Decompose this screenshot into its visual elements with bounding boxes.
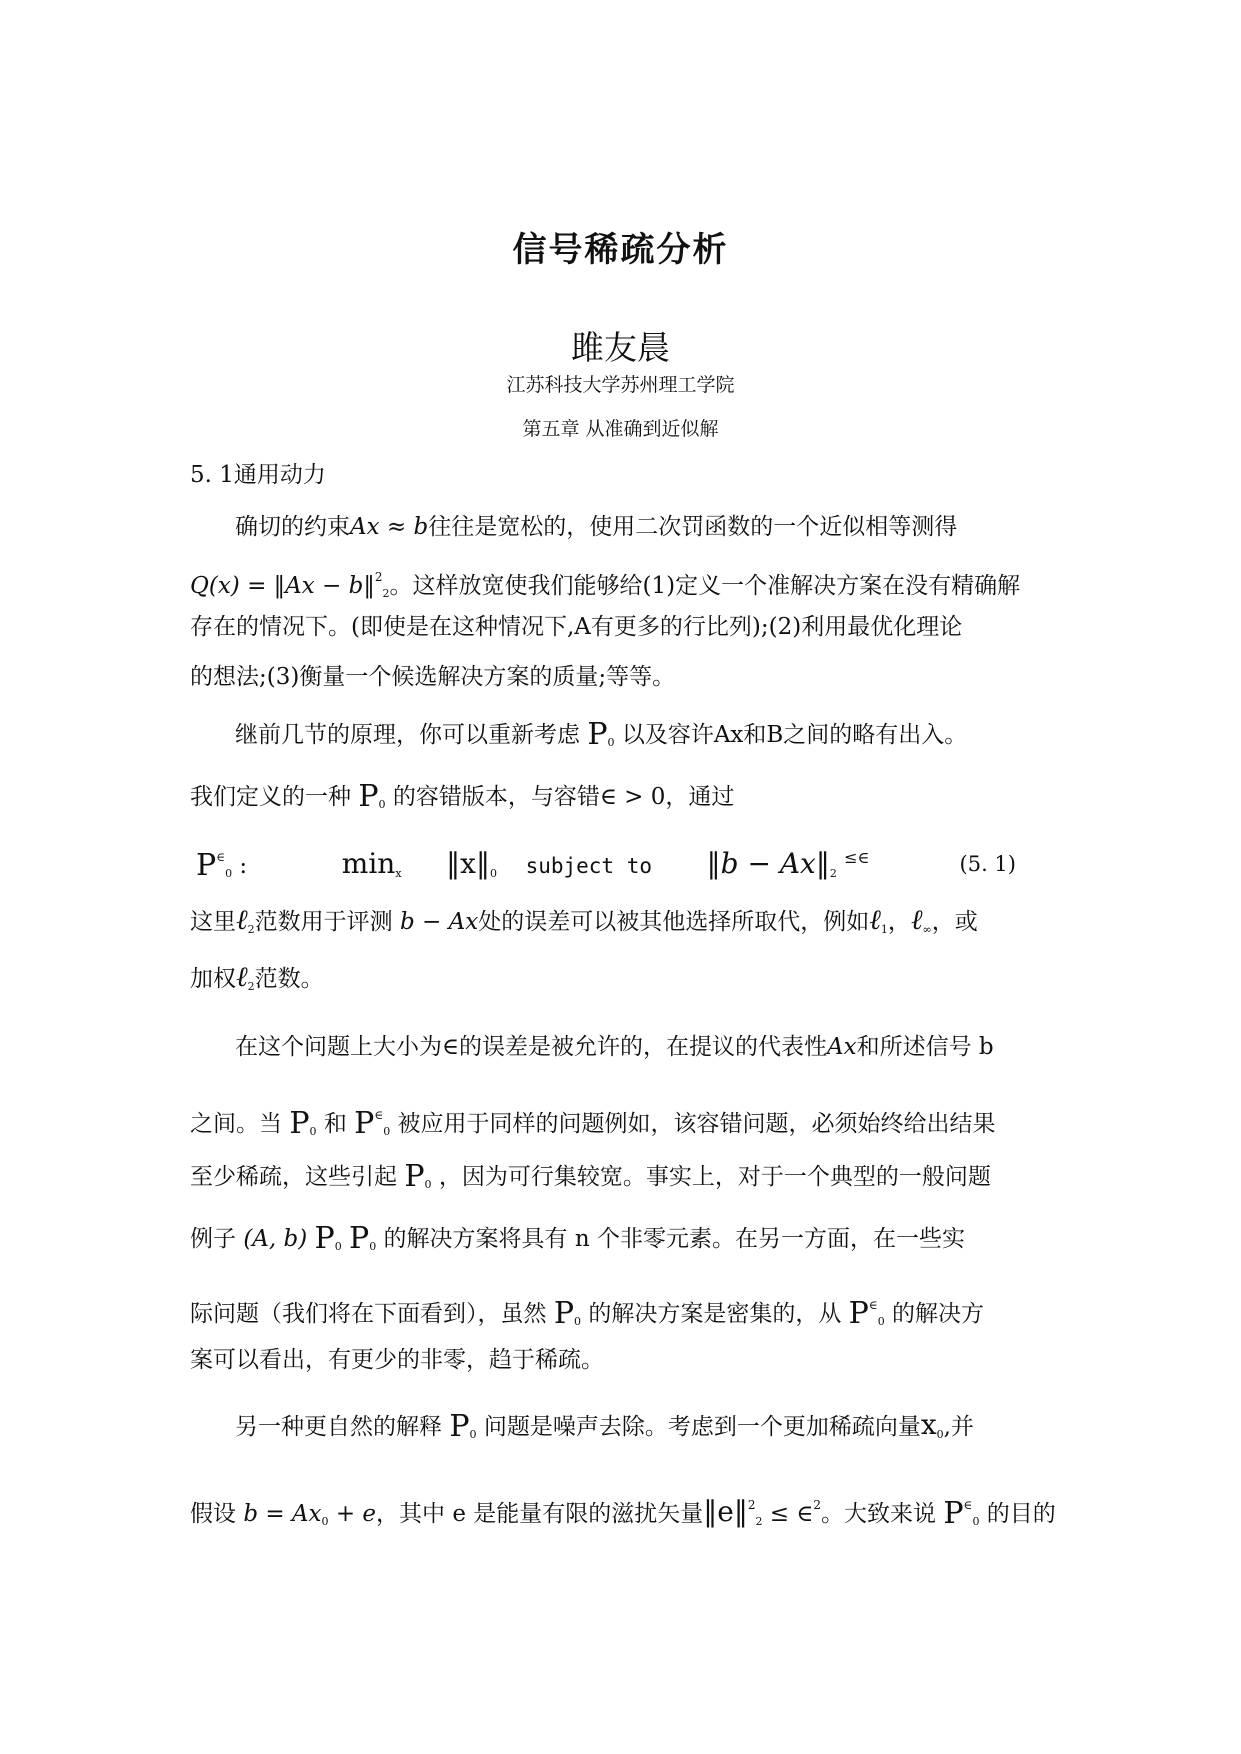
math-inline: b = Ax	[243, 1501, 322, 1527]
text: 范数用于评测	[254, 909, 393, 935]
p1-line2	[190, 562, 1020, 609]
text: 例子	[190, 1226, 236, 1252]
subscript: 2	[829, 867, 837, 880]
subscript: 0	[369, 1240, 377, 1253]
affiliation: 江苏科技大学苏州理工学院	[506, 374, 735, 396]
text: ，因为可行集较宽。事实上，对于一个典型的一般问题	[438, 1164, 991, 1190]
subscript: ∞	[922, 923, 932, 936]
math-symbol: P	[404, 1159, 425, 1194]
math-symbol: ℓ	[910, 903, 923, 936]
math-symbol: P	[349, 1221, 370, 1256]
p1-line3: 存在的情况下。(即使是在这种情况下,A有更多的行比列);(2)利用最优化理论	[190, 614, 963, 640]
text: 。这样放宽使我们能够给(1)定义一个准解决方案在没有精确解	[389, 573, 1021, 599]
norm: ‖b − Ax‖	[706, 847, 830, 880]
subscript: 0	[469, 1428, 477, 1441]
math-symbol: ℓ	[236, 903, 248, 936]
subscript: 0	[607, 736, 615, 749]
superscript: ∈	[374, 1108, 384, 1122]
math-symbol: P	[587, 717, 608, 752]
text: 以及容许Ax和B之间的略有出入。	[621, 722, 968, 748]
p2-line1	[235, 717, 968, 758]
min-operator: min	[341, 847, 396, 880]
math-symbol: P	[553, 1296, 574, 1331]
text: 之间。当	[190, 1111, 282, 1137]
text: 的误差是被允许的，在提议的代表性	[459, 1034, 828, 1060]
text: 至少稀疏，这些引起	[190, 1164, 397, 1190]
math-inline: Ax ≈ b	[350, 514, 429, 540]
paper-title: 信号稀疏分析	[512, 230, 729, 270]
constraint: ≤ ∈	[769, 1501, 814, 1527]
math-symbol: P	[449, 1409, 470, 1444]
text: 我们定义的一种	[190, 784, 351, 810]
superscript: ∈	[216, 850, 226, 864]
subscript: 0	[334, 1240, 342, 1253]
math-inline: + e	[335, 1501, 377, 1527]
text: 另一种更自然的解释	[235, 1414, 442, 1440]
text: 的目的	[986, 1501, 1056, 1527]
subject-to-text: subject to	[525, 854, 653, 878]
text: 处的误差可以被其他选择所取代，例如	[478, 909, 870, 935]
text: ，通过	[665, 784, 735, 810]
subscript: 2	[755, 1515, 763, 1528]
math-inline: b − Ax	[399, 909, 479, 935]
math-symbol: ℓ	[869, 903, 881, 936]
text: 假设	[190, 1501, 236, 1527]
text: 加权	[190, 966, 236, 992]
text: 的容错版本，与容错	[392, 784, 600, 810]
text: 往往是宽松的，使用二次罚函数的一个近似相等测得	[428, 514, 958, 540]
superscript: 2	[374, 570, 383, 584]
superscript: 2	[813, 1498, 822, 1512]
text: ，或	[931, 909, 978, 935]
subscript: 2	[247, 980, 255, 993]
subscript: 0	[972, 1515, 980, 1528]
text: 继前几节的原理，你可以重新考虑	[235, 722, 580, 748]
p1-line4: 的想法;(3)衡量一个候选解决方案的质量;等等。	[190, 664, 676, 690]
p4-line5	[190, 1290, 984, 1337]
p4-line2	[190, 1100, 996, 1147]
superscript: ∈	[963, 1498, 973, 1512]
subscript: 0	[877, 1315, 885, 1328]
math-symbol: P	[358, 779, 379, 814]
text: 问题是噪声去除。考虑到一个更加稀疏向量	[483, 1414, 921, 1440]
equation-5-1	[196, 842, 869, 889]
math-inline: ∈ > 0	[599, 784, 666, 810]
math-symbol: P	[943, 1496, 964, 1531]
p3-line1	[190, 905, 978, 945]
text: 在这个问题上大小为	[235, 1034, 442, 1060]
chapter-title: 第五章 从准确到近似解	[522, 418, 719, 440]
text: 的解决方	[892, 1301, 985, 1327]
p5-line2	[190, 1490, 1056, 1537]
superscript: ∈	[868, 1298, 878, 1312]
subscript: 0	[574, 1315, 581, 1328]
subscript: 2	[247, 923, 255, 936]
math-inline: Ax	[827, 1034, 857, 1060]
equation-number: (5. 1)	[959, 852, 1016, 876]
subscript: x	[395, 867, 402, 880]
norm: ‖e‖	[703, 1495, 748, 1528]
colon: :	[239, 853, 248, 879]
superscript: 2	[747, 1498, 756, 1512]
subscript: 0	[225, 867, 233, 880]
p4-line1	[235, 1032, 994, 1062]
subscript: 0	[321, 1515, 329, 1528]
subscript: 0	[378, 798, 386, 811]
text: 和	[323, 1111, 347, 1137]
subscript: 0	[936, 1428, 944, 1441]
math-symbol: x	[920, 1408, 937, 1441]
text: 确切的约束	[235, 514, 350, 540]
p3-line2	[190, 962, 324, 1002]
p4-line6: 案可以看出，有更少的非零，趋于稀疏。	[190, 1347, 604, 1373]
text: ,并	[943, 1414, 974, 1440]
text: 的解决方案是密集的，从	[588, 1301, 842, 1327]
text: 被应用于同样的问题例如，该容错问题，必须始终给出结果	[397, 1111, 996, 1137]
subscript: 0	[424, 1178, 432, 1191]
text: ，其中 e 是能量有限的滋扰矢量	[376, 1501, 704, 1527]
p5-line1	[235, 1410, 974, 1450]
author-name: 雎友晨	[571, 328, 670, 367]
text: 。大致来说	[821, 1501, 937, 1527]
math-symbol: P	[314, 1221, 335, 1256]
text: 范数。	[254, 966, 324, 992]
p1-line1	[235, 512, 957, 542]
p4-line4	[190, 1221, 965, 1262]
p4-line3	[190, 1159, 991, 1200]
text: 的解决方案将具有 n 个非零元素。在另一方面，在一些实	[383, 1226, 965, 1252]
math-symbol: ℓ	[236, 960, 248, 993]
text: 这里	[190, 909, 236, 935]
math-symbol: ∈	[442, 1034, 460, 1060]
math-symbol: P	[196, 848, 217, 883]
subscript: 0	[489, 867, 497, 880]
math-inline: Q(x) = ‖Ax − b‖	[190, 573, 375, 599]
norm: ‖x‖	[446, 847, 490, 880]
section-heading: 5. 1通用动力	[190, 462, 326, 488]
constraint: ≤∈	[844, 848, 870, 867]
subscript: 0	[309, 1125, 317, 1138]
subscript: 0	[383, 1125, 391, 1138]
subscript: 1	[880, 923, 888, 936]
text: ，	[887, 909, 911, 935]
math-symbol: P	[289, 1106, 310, 1141]
math-inline: (A, b)	[243, 1226, 308, 1252]
subscript: 2	[382, 587, 390, 600]
text: 和所述信号 b	[856, 1034, 994, 1060]
p2-line2	[190, 779, 735, 820]
math-symbol: P	[848, 1296, 869, 1331]
text: 际问题（我们将在下面看到），虽然	[190, 1301, 547, 1327]
math-symbol: P	[354, 1106, 375, 1141]
